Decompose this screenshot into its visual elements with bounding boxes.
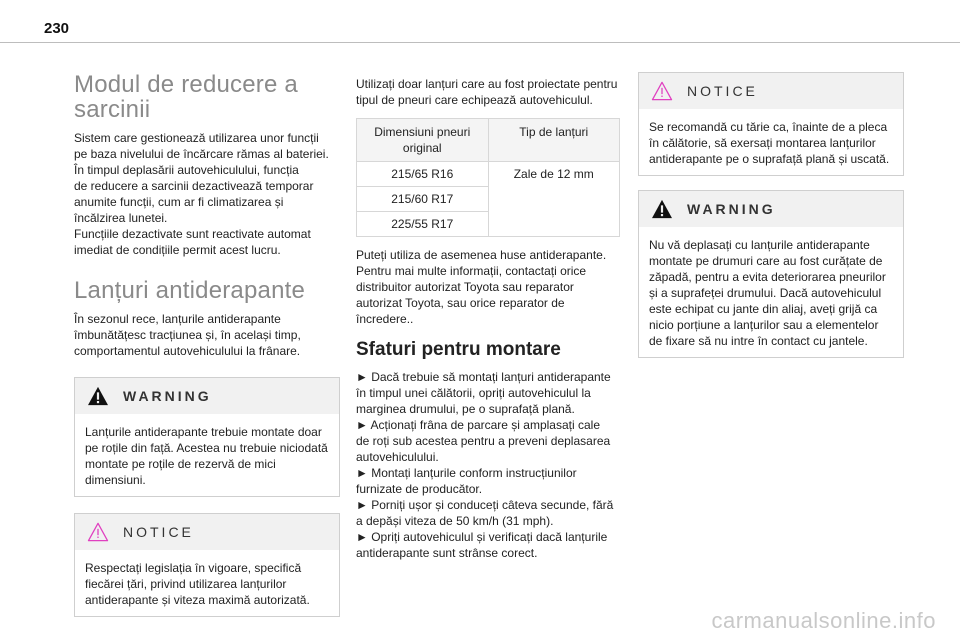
column-left	[74, 72, 340, 617]
warning-triangle-icon	[87, 386, 109, 406]
warning-label: WARNING	[687, 201, 776, 217]
tyre-chain-table	[356, 118, 620, 237]
notice-label: NOTICE	[123, 524, 194, 540]
snow-chains-intro: În sezonul rece, lanțurile antiderapante îmbunătățesc tracțiunea și, în același timp, comportamentul autovehiculului la frânare.	[74, 312, 301, 358]
snow-socks-text: Puteți utiliza de asemenea huse antiderapante. Pentru mai multe informații, contactați orice distribuitor autorizat Toyota sau reparator autorizat Toyota, sau orice reparator de încredere..	[356, 248, 607, 326]
warning-label: WARNING	[123, 388, 212, 404]
tyre-size-cell: 215/60 R17	[357, 187, 489, 212]
warning-box-header	[75, 378, 339, 414]
tyre-size-cell: 225/55 R17	[357, 212, 489, 237]
column-right	[638, 72, 904, 358]
table-header-row	[357, 119, 620, 162]
section-title-snow-chains: Lanțuri antiderapante	[74, 277, 306, 304]
notice-triangle-icon	[87, 522, 109, 542]
notice-box-header	[639, 73, 903, 109]
notice-body: Se recomandă cu tărie ca, înainte de a pleca în călătorie, să exersați montarea lanțurilor antiderapante pe o suprafață plană și uscată.	[649, 120, 890, 166]
chain-type-cell: Zale de 12 mm	[488, 162, 620, 237]
notice-label: NOTICE	[687, 83, 758, 99]
warning-body: Nu vă deplasați cu lanțurile antiderapante montate pe drumuri care au fost curățate de zăpadă, pentru a evita deteriorarea pneurilor și a suprafeței drumului. Dacă autovehiculul este echipat cu jante din aliaj, aveți grijă ca nicio porțiune a lanțurilor sau a elementelor de fixare să nu intre în contact cu jantele.	[649, 238, 886, 348]
fitting-tips-title: Sfaturi pentru montare	[356, 339, 561, 360]
warning-triangle-icon	[651, 199, 673, 219]
table-row	[357, 162, 620, 187]
fitting-tips-list: ► Dacă trebuie să montați lanțuri antiderapante în timpul unei călătorii, opriți autovehiculul la marginea drumului, pe o suprafață plană. ► Acționați frâna de parcare și amplasați cale de roți sub acestea pentru a preveni deplasarea autovehiculului. ► Montați lanțurile conform instrucțiunilor furnizate de producător. ► Porniți ușor și conduceți câteva secunde, fără a depăși viteza de 50 km/h (31 mph). ► Opriți autovehiculul și verificați dacă lanțurile antiderapante sunt strânse corect.	[356, 370, 614, 560]
notice-box-header	[75, 514, 339, 550]
header-tyre-size: Dimensiuni pneuri original	[357, 119, 489, 162]
notice-body: Respectați legislația în vigoare, specifică fiecărei țări, privind utilizarea lanțurilor antiderapante și viteza maximă autorizată.	[85, 561, 310, 607]
warning-body: Lanțurile antiderapante trebuie montate doar pe roțile din față. Acestea nu trebuie niciodată montate pe roțile de rezervă de mici dimensiuni.	[85, 425, 328, 487]
watermark: carmanualsonline.info	[711, 608, 936, 633]
section-title-load-reduction: Modul de reducere a sarcinii	[74, 71, 298, 123]
warning-box-front-wheels	[74, 377, 340, 497]
notice-box-legislation	[74, 513, 340, 617]
header-divider	[0, 42, 960, 43]
column-middle	[356, 76, 622, 561]
chains-usage-intro: Utilizați doar lanțuri care au fost proiectate pentru tipul de pneuri care echipează autovehiculul.	[356, 77, 618, 107]
warning-box-header	[639, 191, 903, 227]
notice-box-practice	[638, 72, 904, 176]
warning-box-cleared-roads	[638, 190, 904, 358]
notice-triangle-icon	[651, 81, 673, 101]
tyre-size-cell: 215/65 R16	[357, 162, 489, 187]
header-chain-type: Tip de lanțuri	[488, 119, 620, 162]
page-number: 230	[44, 20, 70, 37]
load-reduction-text: Sistem care gestionează utilizarea unor funcții pe baza nivelului de încărcare rămas al bateriei. În timpul deplasării autovehiculului, funcția de reducere a sarcinii dezactivează temporar anumite funcții, cum ar fi climatizarea și încălzirea lunetei. Funcțiile dezactivate sunt reactivate automat imediat de condițiile permit acest lucru.	[74, 131, 329, 257]
